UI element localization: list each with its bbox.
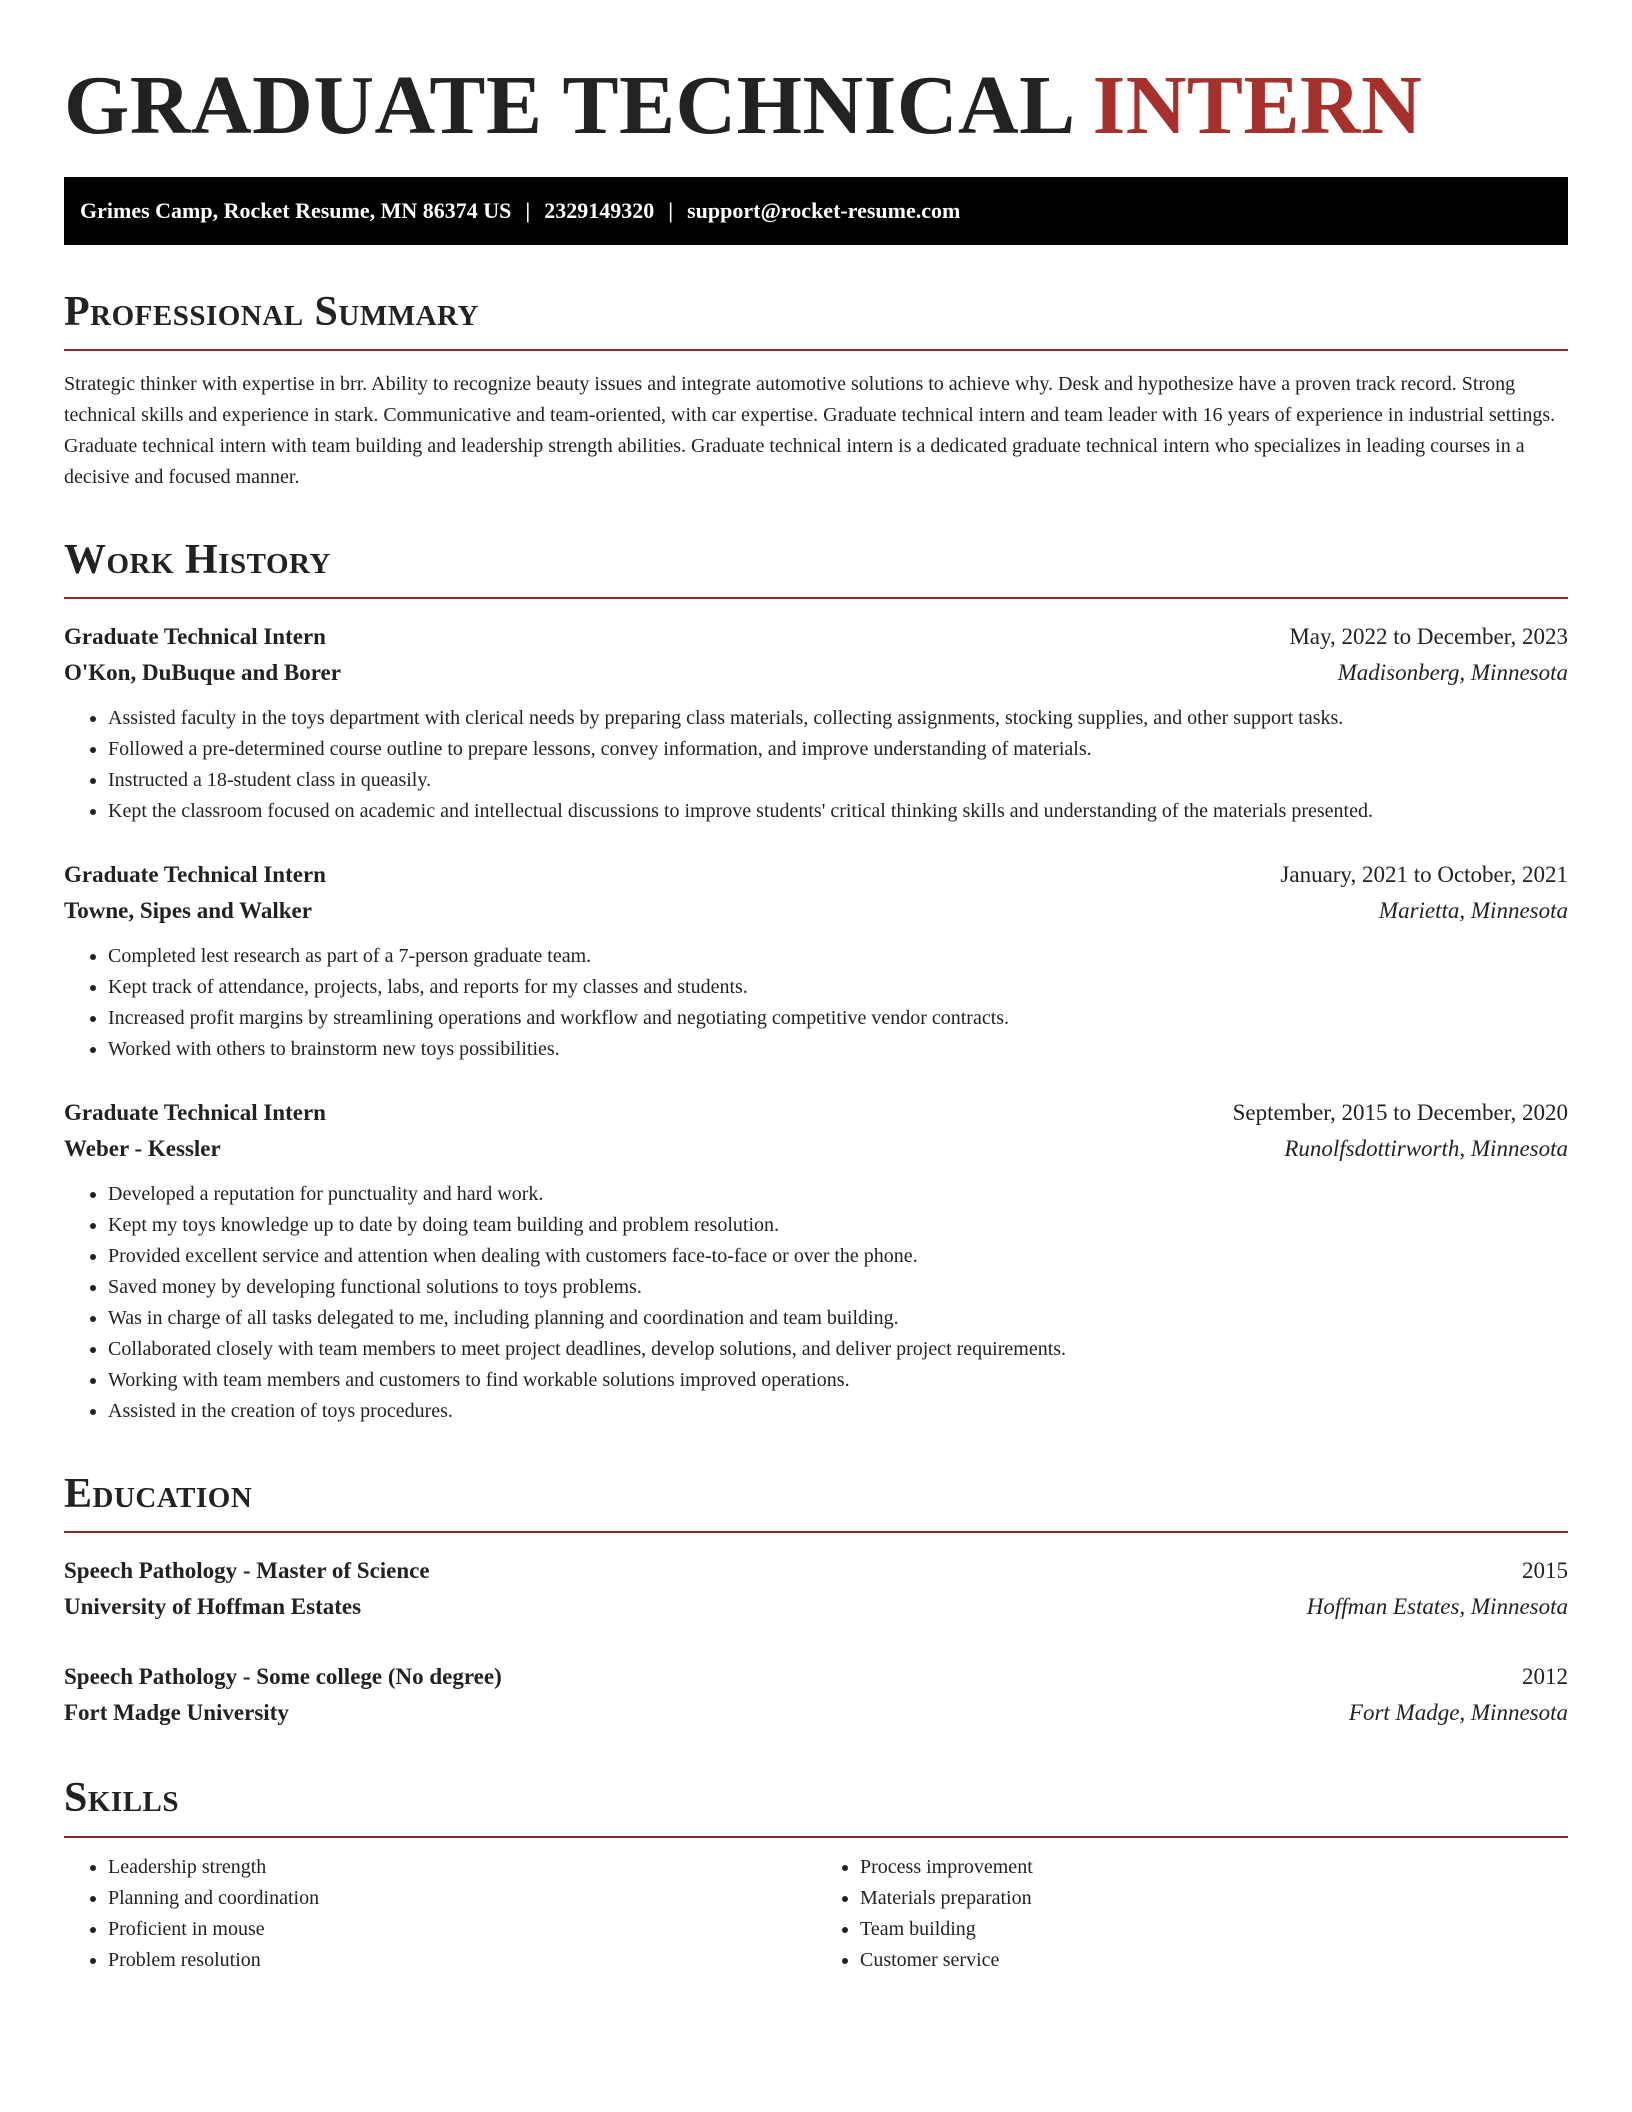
resume-title bbox=[64, 56, 1568, 157]
education-header bbox=[64, 1659, 1568, 1695]
job-bullet: • Completed lest research as part of a 7-person graduate team. bbox=[108, 941, 1568, 972]
education-school: University of Hoffman Estates bbox=[64, 1594, 362, 1620]
education-school: Fort Madge University bbox=[64, 1700, 289, 1726]
job-company: O'Kon, DuBuque and Borer bbox=[64, 660, 341, 686]
summary-text: Strategic thinker with expertise in brr. Ability to recognize beauty issues and integrate automotive solutions to achieve why. Desk and hypothesize have a proven track record. Strong technical skills and experience in stark. Communicative and team-oriented, with car expertise. Graduate technical intern and team leader with 16 years of experience in industrial settings. Graduate technical intern with team building and leadership strength abilities. Graduate technical intern is a dedicated graduate technical intern who specializes in leading courses in a decisive and focused manner. bbox=[64, 372, 1556, 488]
education-header bbox=[64, 1553, 1568, 1589]
skill-item: • Problem resolution bbox=[108, 1945, 816, 1976]
contact-phone: 2329149320 bbox=[544, 197, 655, 223]
skill-item: • Proficient in mouse bbox=[108, 1914, 816, 1945]
job-bullet: • Kept the classroom focused on academic and intellectual discussions to improve students' critical thinking skills and understanding of the materials presented. bbox=[108, 796, 1568, 827]
job-location: Madisonberg, Minnesota bbox=[1337, 660, 1568, 686]
job-header bbox=[64, 619, 1568, 655]
job-bullet: • Followed a pre-determined course outline to prepare lessons, convey information, and improve understanding of materials. bbox=[108, 734, 1568, 765]
job-bullet: • Instructed a 18-student class in queasily. bbox=[108, 765, 1568, 796]
job-position: Graduate Technical Intern bbox=[64, 862, 326, 888]
job-position: Graduate Technical Intern bbox=[64, 624, 326, 650]
job-entry bbox=[64, 619, 1568, 827]
contact-address: Grimes Camp, Rocket Resume, MN 86374 US bbox=[80, 197, 512, 223]
education-year: 2015 bbox=[1522, 1558, 1568, 1584]
job-dates: January, 2021 to October, 2021 bbox=[1280, 862, 1568, 888]
job-position: Graduate Technical Intern bbox=[64, 1100, 326, 1126]
skill-item: • Process improvement bbox=[860, 1852, 1568, 1883]
job-header bbox=[64, 1095, 1568, 1131]
job-entry bbox=[64, 1095, 1568, 1427]
section-title-summary: Professional Summary bbox=[64, 289, 1568, 351]
contact-bar bbox=[64, 177, 1568, 245]
job-bullets bbox=[64, 1179, 1568, 1427]
title-main: GRADUATE TECHNICAL bbox=[64, 59, 1072, 152]
education-degree: Speech Pathology - Master of Science bbox=[64, 1558, 430, 1584]
job-company: Towne, Sipes and Walker bbox=[64, 898, 312, 924]
job-subheader bbox=[64, 1131, 1568, 1167]
contact-separator: | bbox=[668, 197, 674, 223]
job-bullet: • Saved money by developing functional solutions to toys problems. bbox=[108, 1272, 1568, 1303]
skill-item: • Team building bbox=[860, 1914, 1568, 1945]
job-bullet: • Collaborated closely with team members to meet project deadlines, develop solutions, and deliver project requirements. bbox=[108, 1334, 1568, 1365]
job-location: Runolfsdottirworth, Minnesota bbox=[1284, 1136, 1568, 1162]
job-subheader bbox=[64, 893, 1568, 929]
job-dates: May, 2022 to December, 2023 bbox=[1289, 624, 1568, 650]
job-bullets bbox=[64, 703, 1568, 827]
job-bullet: • Developed a reputation for punctuality and hard work. bbox=[108, 1179, 1568, 1210]
skills-section bbox=[64, 1775, 1568, 1975]
job-bullet: • Kept my toys knowledge up to date by doing team building and problem resolution. bbox=[108, 1210, 1568, 1241]
education-entry bbox=[64, 1659, 1568, 1731]
education-entry bbox=[64, 1553, 1568, 1625]
education-section bbox=[64, 1471, 1568, 1731]
job-bullet: • Kept track of attendance, projects, labs, and reports for my classes and students. bbox=[108, 972, 1568, 1003]
job-bullet: • Increased profit margins by streamlining operations and workflow and negotiating competitive vendor contracts. bbox=[108, 1003, 1568, 1034]
contact-email: support@rocket-resume.com bbox=[687, 197, 961, 223]
job-bullet: • Assisted faculty in the toys department with clerical needs by preparing class materials, collecting assignments, stocking supplies, and other support tasks. bbox=[108, 703, 1568, 734]
job-bullet: • Working with team members and customers to find workable solutions improved operations. bbox=[108, 1365, 1568, 1396]
summary-section bbox=[64, 289, 1568, 493]
job-header bbox=[64, 857, 1568, 893]
skills-columns bbox=[64, 1852, 1568, 1976]
skills-list-left bbox=[64, 1852, 816, 1976]
education-degree: Speech Pathology - Some college (No degree) bbox=[64, 1664, 502, 1690]
job-entry bbox=[64, 857, 1568, 1065]
job-bullet: • Worked with others to brainstorm new toys possibilities. bbox=[108, 1034, 1568, 1065]
skill-item: • Leadership strength bbox=[108, 1852, 816, 1883]
section-title-work: Work History bbox=[64, 537, 1568, 599]
job-bullet: • Provided excellent service and attention when dealing with customers face-to-face or over the phone. bbox=[108, 1241, 1568, 1272]
skill-item: • Customer service bbox=[860, 1945, 1568, 1976]
job-bullet: • Assisted in the creation of toys procedures. bbox=[108, 1396, 1568, 1427]
job-subheader bbox=[64, 655, 1568, 691]
job-bullets bbox=[64, 941, 1568, 1065]
education-location: Hoffman Estates, Minnesota bbox=[1306, 1594, 1568, 1620]
contact-separator: | bbox=[525, 197, 531, 223]
job-location: Marietta, Minnesota bbox=[1378, 898, 1568, 924]
section-title-skills: Skills bbox=[64, 1775, 1568, 1837]
job-dates: September, 2015 to December, 2020 bbox=[1232, 1100, 1568, 1126]
skill-item: • Planning and coordination bbox=[108, 1883, 816, 1914]
job-bullet: • Was in charge of all tasks delegated to me, including planning and coordination and team building. bbox=[108, 1303, 1568, 1334]
education-subheader bbox=[64, 1589, 1568, 1625]
section-title-education: Education bbox=[64, 1471, 1568, 1533]
education-subheader bbox=[64, 1695, 1568, 1731]
skills-list-right bbox=[816, 1852, 1568, 1976]
job-company: Weber - Kessler bbox=[64, 1136, 221, 1162]
education-year: 2012 bbox=[1522, 1664, 1568, 1690]
skill-item: • Materials preparation bbox=[860, 1883, 1568, 1914]
title-accent: INTERN bbox=[1092, 59, 1423, 152]
work-history-section bbox=[64, 537, 1568, 1427]
education-location: Fort Madge, Minnesota bbox=[1348, 1700, 1568, 1726]
